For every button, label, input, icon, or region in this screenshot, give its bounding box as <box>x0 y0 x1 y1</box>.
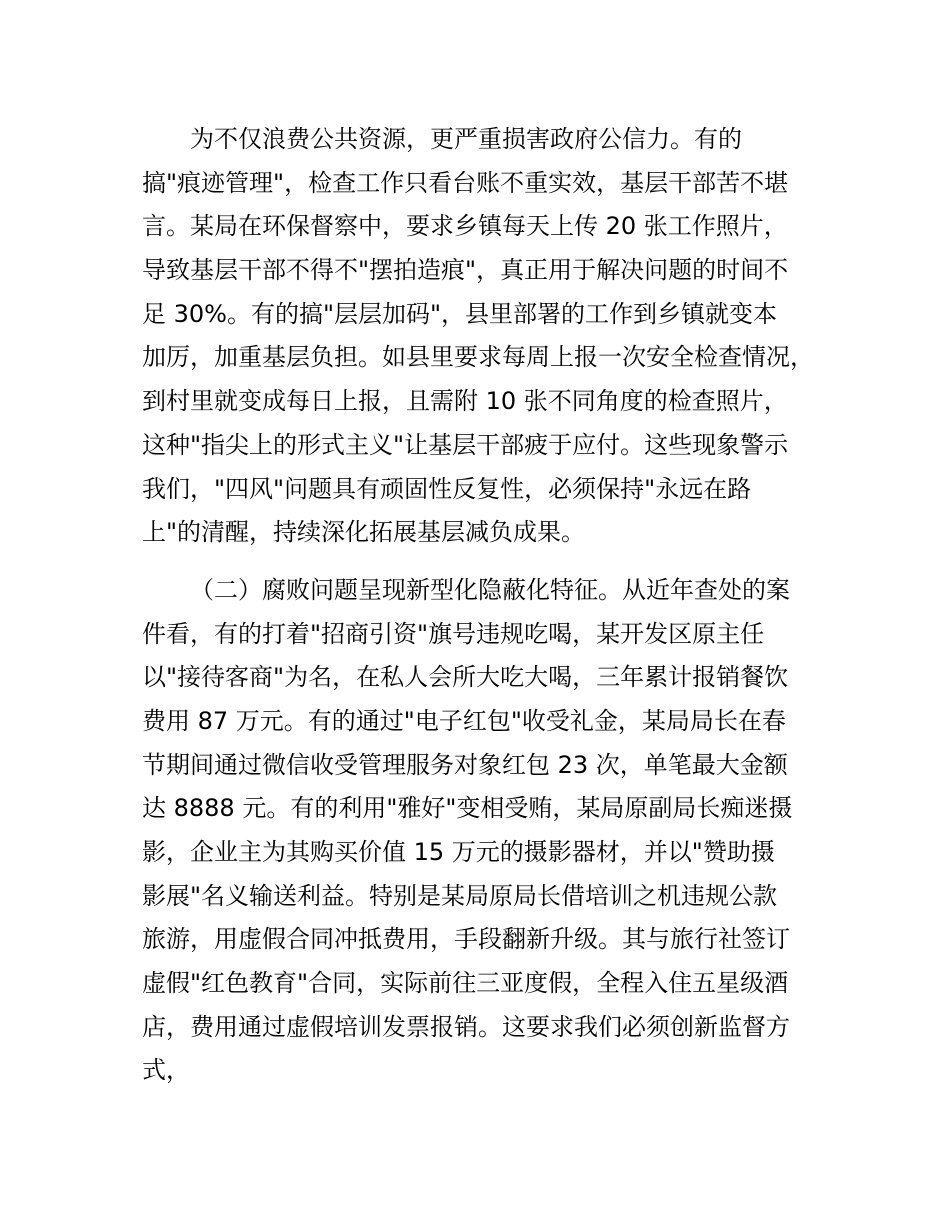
text-line: 旅游，用虚假合同冲抵费用，手段翻新升级。其与旅行社签订 <box>142 925 790 954</box>
text-line: 影展"名义输送利益。特别是某局原局长借培训之机违规公款 <box>142 881 778 910</box>
text-line: 影，企业主为其购买价值 15 万元的摄影器材，并以"赞助摄 <box>142 838 775 866</box>
text-line: 搞"痕迹管理"，检查工作只看台账不重实效，基层干部苦不堪 <box>142 168 789 197</box>
text-line: 以"接待客商"为名，在私人会所大吃大喝，三年累计报销餐饮 <box>142 663 789 692</box>
paragraph-continued <box>142 118 842 555</box>
text-line: 达 8888 元。有的利用"雅好"变相受贿，某局原副局长痴迷摄 <box>142 794 793 823</box>
paragraph-corruption-features <box>142 569 842 1093</box>
text-line: 言。某局在环保督察中，要求乡镇每天上传 20 张工作照片， <box>142 212 788 241</box>
text-line: 我们，"四风"问题具有顽固性反复性，必须保持"永远在路 <box>142 474 752 503</box>
text-line: 上"的清醒，持续深化拓展基层减负成果。 <box>142 518 586 547</box>
text-line: 式， <box>142 1056 190 1085</box>
text-line: 虚假"红色教育"合同，实际前往三亚度假，全程入住五星级酒 <box>142 969 789 998</box>
text-line: 加厉，加重基层负担。如县里要求每周上报一次安全检查情况， <box>142 343 814 372</box>
document-body <box>142 118 842 1093</box>
text-line: 费用 87 万元。有的通过"电子红包"收受礼金，某局局长在春 <box>142 706 786 735</box>
text-line: 这种"指尖上的形式主义"让基层干部疲于应付。这些现象警示 <box>142 430 789 459</box>
text-line: 为不仅浪费公共资源，更严重损害政府公信力。有的 <box>190 125 742 153</box>
text-line: 件看，有的打着"招商引资"旗号违规吃喝，某开发区原主任 <box>142 619 765 648</box>
text-line: 店，费用通过虚假培训发票报销。这要求我们必须创新监督方 <box>142 1012 790 1041</box>
paragraph-spacing <box>142 555 842 569</box>
text-line: 节期间通过微信收受管理服务对象红包 23 次，单笔最大金额 <box>142 750 788 779</box>
text-line: （二）腐败问题呈现新型化隐蔽化特征。从近年查处的案 <box>190 575 790 604</box>
text-line: 到村里就变成每日上报，且需附 10 张不同角度的检查照片， <box>142 387 788 416</box>
text-line: 足 30%。有的搞"层层加码"，县里部署的工作到乡镇就变本 <box>142 299 778 328</box>
text-line: 导致基层干部不得不"摆拍造痕"，真正用于解决问题的时间不 <box>142 256 789 285</box>
